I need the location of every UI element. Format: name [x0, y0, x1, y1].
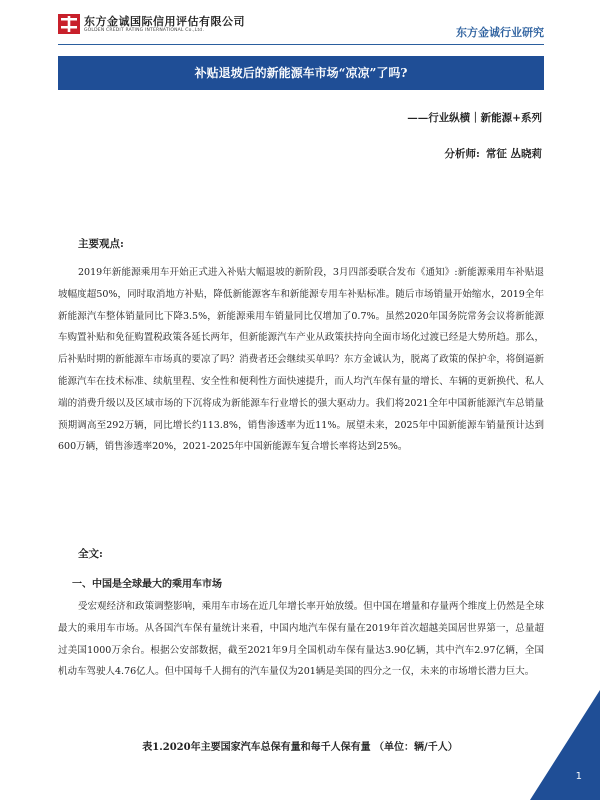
- analyst-label: 分析师:: [444, 148, 480, 160]
- table-caption: 表1.2020年主要国家汽车总保有量和每千人保有量 （单位：辆/千人）: [142, 742, 458, 753]
- company-name-cn: 东方金诚国际信用评估有限公司: [84, 15, 245, 28]
- page-number: 1: [575, 771, 582, 782]
- company-logo-icon: [58, 14, 80, 34]
- analyst-line: [444, 146, 542, 161]
- page-header: [0, 0, 600, 45]
- research-label: 东方金诚行业研究: [456, 26, 544, 39]
- series-label: ——行业纵横｜新能源+系列: [407, 112, 542, 124]
- page-corner-decoration: [530, 690, 600, 800]
- report-title: 补贴退坡后的新能源车市场“凉凉”了吗?: [58, 56, 544, 90]
- full-text-heading: 全文:: [78, 548, 103, 560]
- main-points-heading: 主要观点:: [78, 238, 124, 250]
- main-points-paragraph: 2019年新能源乘用车开始正式进入补贴大幅退坡的新阶段，3月四部委联合发布《通知》:新能源乘用车补贴退坡幅度超50%，同时取消地方补贴，降低新能源客车和新能源专用车补贴标准。随后市场销量开始缩水，2019全年新能源汽车整体销量同比下降3.5%，新能源乘用车销量同比仅增加了0.7%。虽然2020年国务院常务会议将新能源车购置补贴和免征购置税政策各延长两年，但新能源汽车产业从政策扶持向全面市场化过渡已经是大势所趋。那么，后补贴时期的新能源车市场真的要凉了吗？消费者还会继续买单吗？东方金诚认为，脱离了政策的保护伞，将倒逼新能源汽车在技术标准、续航里程、安全性和便利性方面快速提升，而人均汽车保有量的增长、车辆的更新换代、私人端的消费升级以及区域市场的下沉将成为新能源车行业增长的强大驱动力。我们将2021全年中国新能源汽车总销量预期调高至292万辆，同比增长约113.8%，销售渗透率为近11%。展望未来，2025年中国新能源车销量预计达到600万辆，销售渗透率20%，2021-2025年中国新能源车复合增长率将达到25%。: [58, 267, 544, 453]
- section1-title: 一、中国是全球最大的乘用车市场: [72, 579, 222, 590]
- header-divider: [58, 44, 544, 45]
- company-name-en: GOLDEN CREDIT RATING INTERNATIONAL Co.,Ltd.: [84, 28, 205, 33]
- analyst-names: 常征 丛晓莉: [485, 148, 542, 160]
- section1-paragraph: 受宏观经济和政策调整影响，乘用车市场在近几年增长率开始放缓。但中国在增量和存量两个维度上仍然是全球最大的乘用车市场。从各国汽车保有量统计来看，中国内地汽车保有量在2019年首次超越美国居世界第一，总量超过美国1000万余台。根据公安部数据，截至2021年9月全国机动车保有量达3.90亿辆，其中汽车2.97亿辆，全国机动车驾驶人4.76亿人。但中国每千人拥有的汽车量仅为201辆是美国的四分之一仅，未来的市场增长潜力巨大。: [58, 601, 544, 678]
